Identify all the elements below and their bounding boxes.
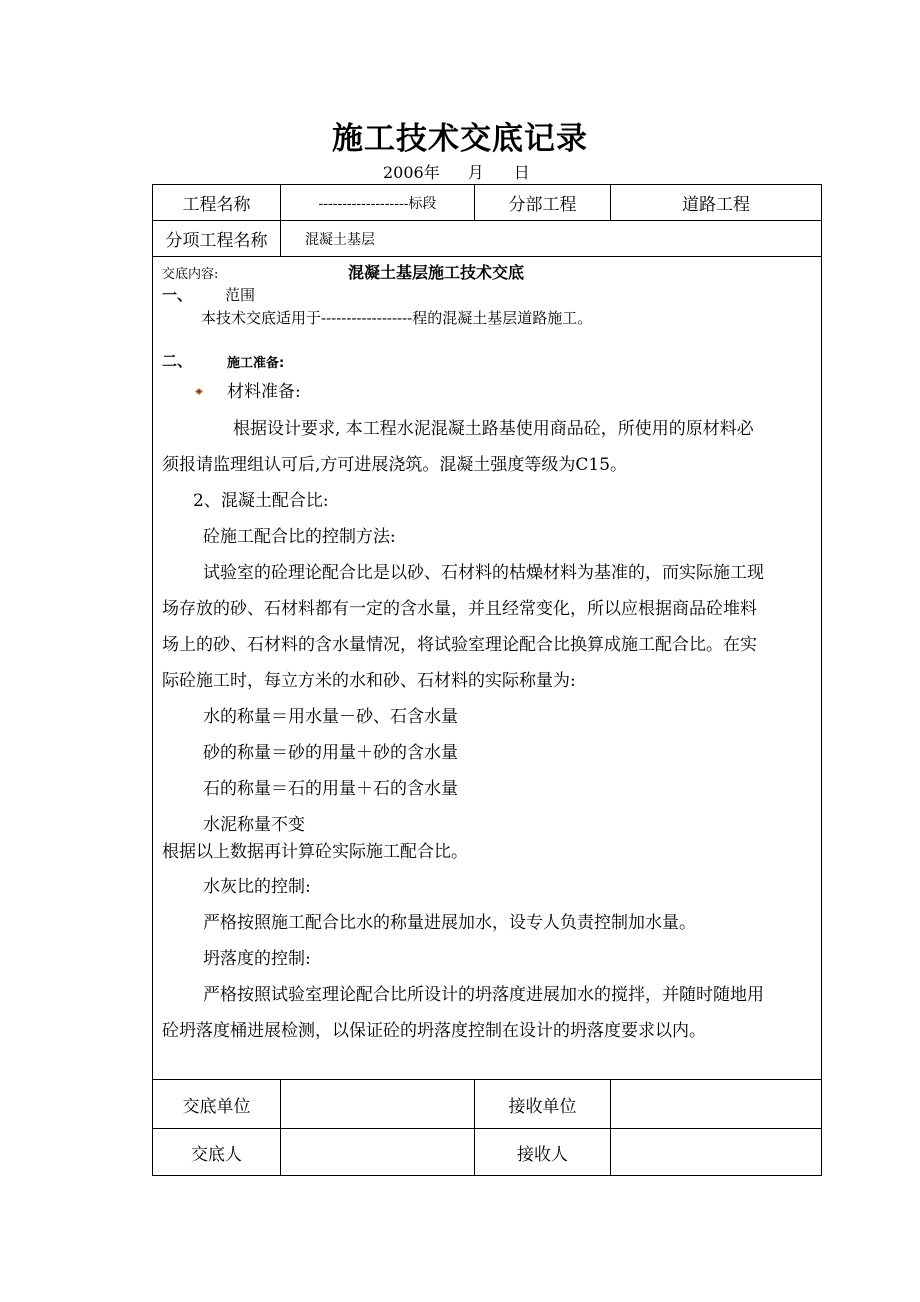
signature-row-1 <box>153 1080 822 1129</box>
section-2-title: 施工准备: <box>227 356 285 371</box>
slump-line-2: 砼坍落度桶进展检测，以保证砼的坍落度控制在设计的坍落度要求以内。 <box>162 1021 706 1041</box>
sand-formula: 砂的称量＝砂的用量＋砂的含水量 <box>203 743 458 763</box>
materials-title: 材料准备: <box>227 382 301 402</box>
issuer-unit-value <box>281 1080 475 1129</box>
water-formula: 水的称量＝用水量－砂、石含水量 <box>203 707 458 727</box>
content-heading: 混凝土基层施工技术交底 <box>348 263 525 282</box>
small-diamond-bullet-icon <box>195 388 203 395</box>
content-row <box>153 257 822 1080</box>
slump-title: 坍落度的控制: <box>203 949 311 969</box>
receiver-person-label: 接收人 <box>475 1129 611 1176</box>
date-line <box>383 160 530 183</box>
date-year: 2006 <box>383 163 424 182</box>
disclosure-content <box>153 257 822 1080</box>
section-1-number: 一、 <box>162 286 193 304</box>
date-month-unit: 月 <box>467 163 484 182</box>
materials-line-2: 须报请监理组认可后,方可进展浇筑。混凝土强度等级为C15。 <box>162 455 628 475</box>
issuer-person-label: 交底人 <box>153 1129 281 1176</box>
date-day-unit: 日 <box>513 163 530 182</box>
project-name-value: -------------------标段 <box>281 185 475 221</box>
document-title: 施工技术交底记录 <box>332 121 588 157</box>
slump-line-1: 严格按照试验室理论配合比所设计的坍落度进展加水的搅拌，并随时随地用 <box>203 985 764 1005</box>
section-2-number: 二、 <box>162 352 193 370</box>
issuer-person-value <box>281 1129 475 1176</box>
receiver-unit-value <box>611 1080 822 1129</box>
mix-paragraph-line-4: 际砼施工时，每立方米的水和砂、石材料的实际称量为: <box>162 671 576 691</box>
mix-paragraph-line-2: 场存放的砂、石材料都有一定的含水量，并且经常变化，所以应根据商品砼堆料 <box>162 599 757 619</box>
recalc-note: 根据以上数据再计算砼实际施工配合比。 <box>162 842 468 862</box>
date-year-unit: 年 <box>423 163 440 182</box>
section-1-text: 本技术交底适用于------------------程的混凝土基层道路施工。 <box>201 309 593 327</box>
header-row-1 <box>153 185 822 221</box>
mix-paragraph-line-3: 场上的砂、石材料的含水量情况，将试验室理论配合比换算成施工配合比。在实 <box>162 635 757 655</box>
materials-line-1: 根据设计要求, 本工程水泥混凝土路基使用商品砼，所使用的原材料必 <box>233 419 754 439</box>
stone-formula: 石的称量＝石的用量＋石的含水量 <box>203 779 458 799</box>
wc-ratio-title: 水灰比的控制: <box>203 877 311 897</box>
disclosure-form-table <box>152 184 822 1176</box>
section-1-title: 范围 <box>225 286 256 304</box>
division-label: 分部工程 <box>475 185 611 221</box>
signature-row-2 <box>153 1129 822 1176</box>
mix-paragraph-line-1: 试验室的砼理论配合比是以砂、石材料的枯燥材料为基准的，而实际施工现 <box>203 563 764 583</box>
header-row-2 <box>153 221 822 257</box>
receiver-person-value <box>611 1129 822 1176</box>
project-name-label: 工程名称 <box>153 185 281 221</box>
content-label: 交底内容: <box>162 267 219 282</box>
mix-method: 砼施工配合比的控制方法: <box>203 527 396 547</box>
receiver-unit-label: 接收单位 <box>475 1080 611 1129</box>
subitem-value: 混凝土基层 <box>281 221 822 257</box>
subitem-label: 分项工程名称 <box>153 221 281 257</box>
division-value: 道路工程 <box>611 185 822 221</box>
issuer-unit-label: 交底单位 <box>153 1080 281 1129</box>
cement-note: 水泥称量不变 <box>203 815 305 835</box>
mix-title: 2、混凝土配合比: <box>193 491 329 511</box>
wc-ratio-text: 严格按照施工配合比水的称量进展加水，设专人负责控制加水量。 <box>203 913 696 933</box>
